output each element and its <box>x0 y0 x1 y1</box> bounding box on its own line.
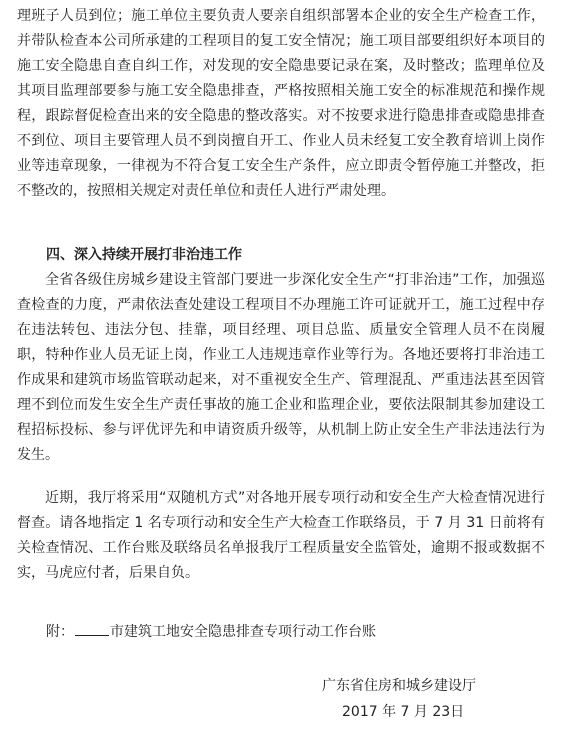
paragraph-crackdown: 全省各级住房城乡建设主管部门要进一步深化安全生产“打非治违”工作，加强巡查检查的力度，严肃依法查处建设工程项目不办理施工许可证就开工，施工过程中存在违法转包、违法分包、挂靠，项目经理、项目总监、质量安全管理人员不在岗履职，特种作业人员无证上岗，作业工人违规违章作业等行为。各地还要将打非治违工作成果和建筑市场监管联动起来，对不重视安全生产、管理混乱、严重违法甚至因管理不到位而发生安全生产责任事故的施工企业和监理企业，要依法限制其参加建设工程招标投标、参与评优评先和申请资质升级等，从机制上防止安全生产非法违法行为发生。 <box>17 272 545 463</box>
attachment-title: 市建筑工地安全隐患排查专项行动工作台账 <box>110 624 376 640</box>
attachment-line <box>46 620 376 645</box>
attachment-blank <box>75 621 109 636</box>
signature-date: 2017 年 7 月 23日 <box>342 704 465 720</box>
attachment-prefix: 附： <box>46 624 74 640</box>
signature-organization: 广东省住房和城乡建设厅 <box>322 678 476 694</box>
section-4-heading: 四、深入持续开展打非治违工作 <box>46 247 242 263</box>
paragraph-rectification: 理班子人员到位；施工单位主要负责人要亲自组织部署本企业的安全生产检查工作，并带队检查本公司所承建的工程项目的复工安全情况；施工项目部要组织好本项目的施工安全隐患自查自纠工作，对发现的安全隐患要记录在案，及时整改；监理单位及其项目监理部要参与施工安全隐患排查，严格按照相关施工安全的标准规范和操作规程，跟踪督促检查出来的安全隐患的整改落实。对不按要求进行隐患排查或隐患排查不到位、项目主要管理人员不到岗擅自开工、作业人员未经复工安全教育培训上岗作业等违章现象，一律视为不符合复工安全生产条件，应立即责令暂停施工并整改，拒不整改的，按照相关规定对责任单位和责任人进行严肃处理。 <box>17 8 545 199</box>
paragraph-inspection: 近期，我厅将采用“双随机方式”对各地开展专项行动和安全生产大检查情况进行督查。请各地指定 1 名专项行动和安全生产大检查工作联络员，于 7 月 31 日前将有关检查情况、工作台账及联络员名单报我厅工程质量安全监管处，逾期不报或数据不实，马虎应付者，后果自负。 <box>17 490 545 581</box>
